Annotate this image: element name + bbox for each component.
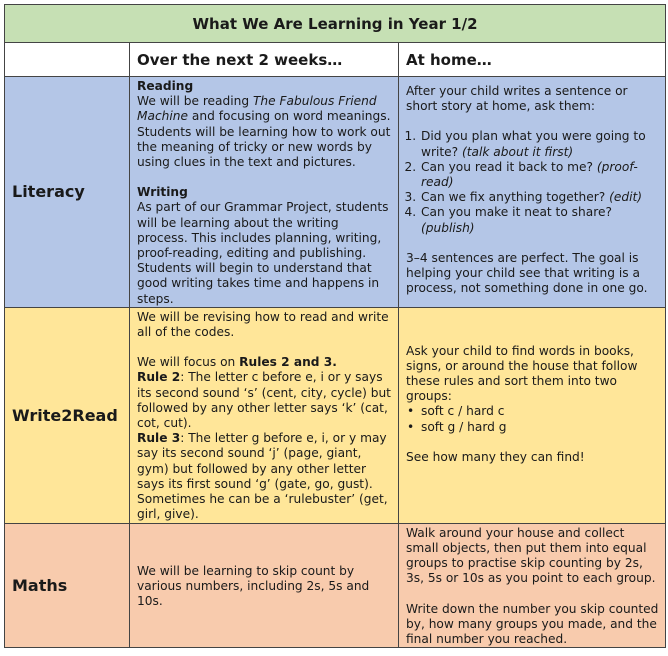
literacy-label: Literacy bbox=[5, 77, 130, 308]
literacy-home-questions bbox=[406, 129, 659, 235]
header-row bbox=[5, 43, 666, 77]
book-title: The Fabulous Friend Machine bbox=[137, 94, 377, 124]
page-title: What We Are Learning in Year 1/2 bbox=[5, 5, 666, 43]
rule-2: Rule 2: The letter c before e, i or y says its second sound ‘s’ (cent, city, cycle) but followed by any other letter says ‘k’ (cat, cot, cut). bbox=[137, 370, 391, 431]
literacy-home-intro: After your child writes a sentence or short story at home, ask them: bbox=[406, 84, 628, 114]
write2read-focus: We will focus on Rules 2 and 3. bbox=[137, 355, 337, 370]
list-item: 1. Did you plan what you were going to write? (talk about it first) bbox=[420, 129, 659, 159]
list-item: 4. Can you make it neat to share? (publish) bbox=[420, 205, 659, 235]
write2read-home-outro: See how many they can find! bbox=[406, 449, 585, 464]
writing-heading: Writing bbox=[137, 185, 188, 200]
write2read-home-intro: Ask your child to find words in books, signs, or around the house that follow these rules and sort them into two groups: bbox=[406, 343, 638, 404]
write2read-learning bbox=[130, 307, 399, 523]
list-item: • soft c / hard c bbox=[421, 404, 659, 419]
maths-home-p1: Walk around your house and collect small objects, then put them into equal groups to practise skip counting by 2s, 3s, 5s or 10s as you point to each group. bbox=[406, 525, 656, 586]
list-item: 2. Can you read it back to me? (proof-read) bbox=[420, 160, 659, 190]
learning-table bbox=[4, 4, 666, 648]
reading-heading: Reading bbox=[137, 79, 194, 93]
maths-home bbox=[399, 523, 666, 647]
write2read-home bbox=[399, 307, 666, 523]
title-row bbox=[5, 5, 666, 43]
write2read-home-groups bbox=[406, 404, 659, 434]
write2read-intro: We will be revising how to read and write all of the codes. bbox=[137, 309, 389, 340]
list-item: 3. Can we fix anything together? (edit) bbox=[420, 190, 659, 205]
header-at-home: At home… bbox=[399, 43, 666, 77]
maths-row bbox=[5, 523, 666, 647]
write2read-label: Write2Read bbox=[5, 307, 130, 523]
reading-text: We will be reading The Fabulous Friend Machine and focusing on word meanings. Students will be learning how to work out the meaning of tricky or new words by using clues in the text and pictures. bbox=[137, 94, 391, 170]
maths-home-p2: Write down the number you skip counted by, how many groups you made, and the final number you reached. bbox=[406, 601, 659, 647]
header-next-2-weeks: Over the next 2 weeks… bbox=[130, 43, 399, 77]
maths-learning: We will be learning to skip count by various numbers, including 2s, 5s and 10s. bbox=[130, 523, 399, 647]
literacy-home bbox=[399, 77, 666, 308]
write2read-row bbox=[5, 307, 666, 523]
rule-3: Rule 3: The letter g before e, i, or y may say its second sound ‘j’ (page, giant, gym) but followed by any other letter says its first sound ‘g’ (gate, go, gust). Sometimes he can be a ‘rulebuster’ (get, girl, give). bbox=[137, 431, 388, 522]
literacy-home-outro: 3–4 sentences are perfect. The goal is helping your child see that writing is a process, not something done in one go. bbox=[406, 250, 648, 296]
literacy-row bbox=[5, 77, 666, 308]
writing-text: As part of our Grammar Project, students will be learning about the writing process. This includes planning, writing, proof-reading, editing and publishing. Students will begin to understand that good writing takes time and happens in steps. bbox=[137, 200, 389, 306]
list-item: • soft g / hard g bbox=[421, 420, 659, 435]
literacy-learning bbox=[130, 77, 399, 308]
header-empty bbox=[5, 43, 130, 77]
maths-label: Maths bbox=[5, 523, 130, 647]
